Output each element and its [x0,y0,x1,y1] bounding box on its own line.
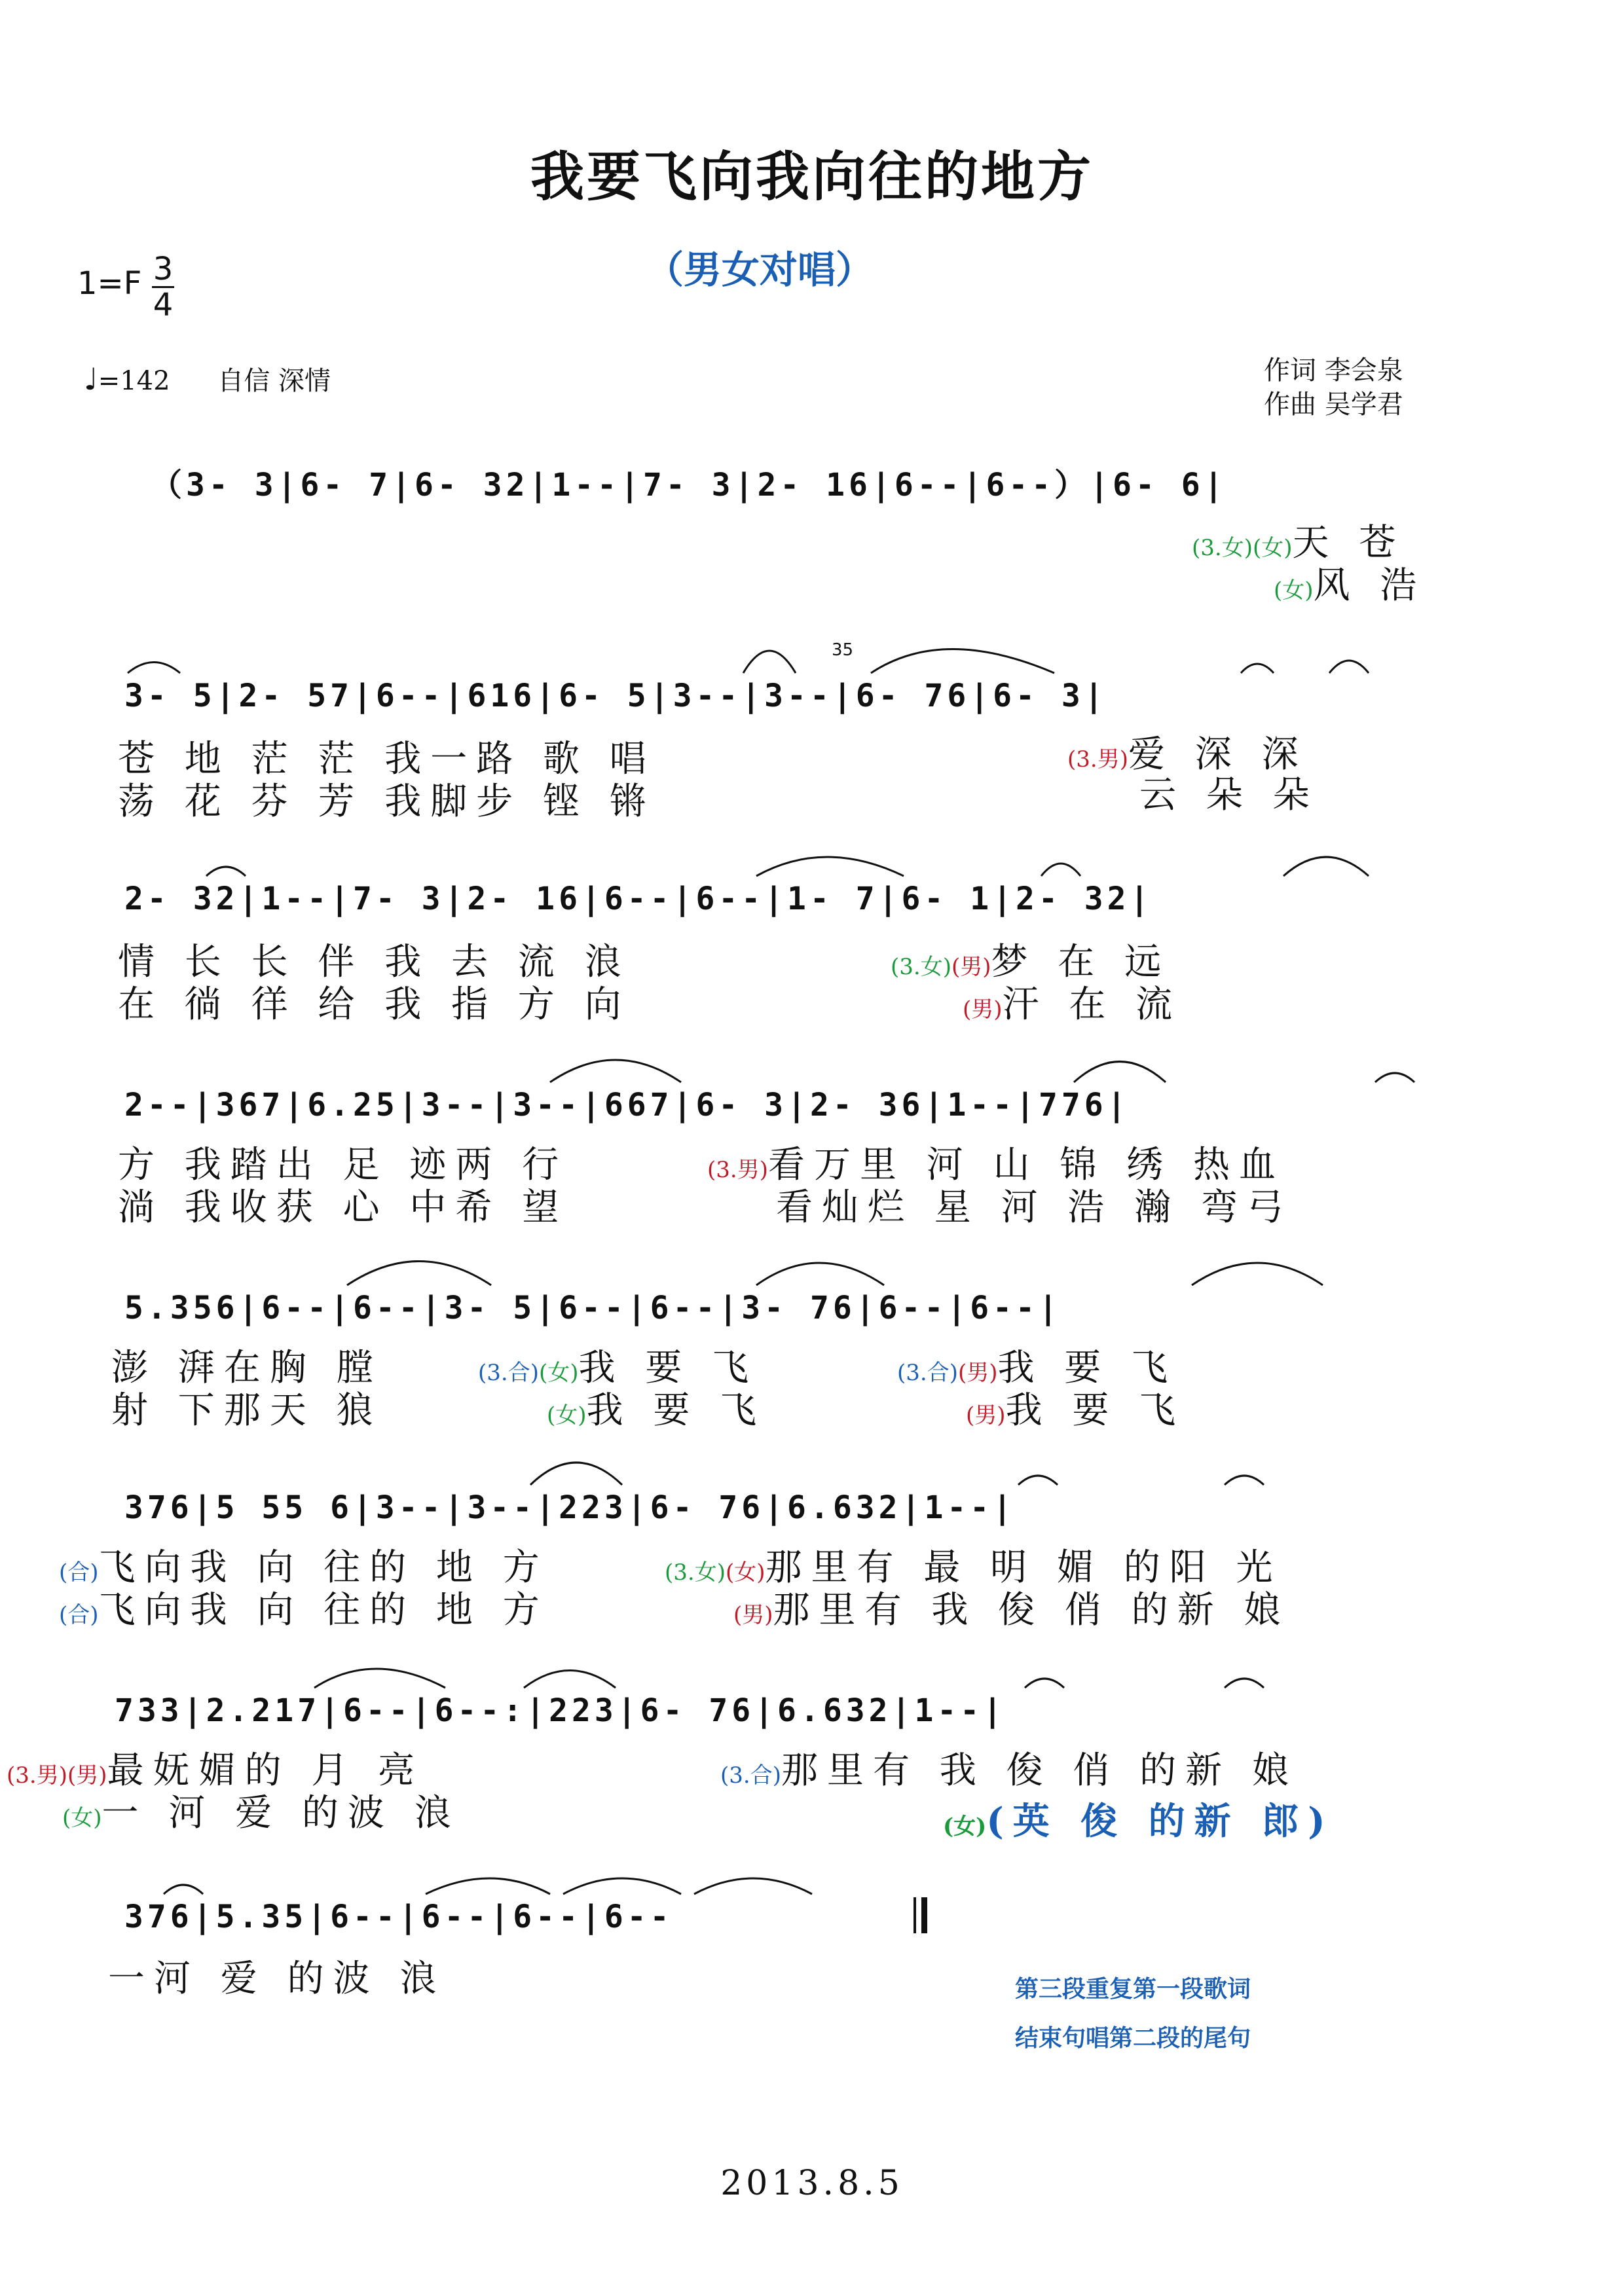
time-signature [152,252,174,322]
part-tag: (3.男) [7,1762,67,1789]
lyric-line-5a: 澎 湃在胸 膛 [111,1347,382,1389]
notes-line-7: 733|2.217|6--|6--:|223|6- 76|6.632|1--| [115,1692,1006,1729]
lyric-text: 我 要 飞 [578,1347,758,1389]
key-signature: 1=F [77,265,142,302]
notes-line-6: 376|5 55 6|3--|3--|223|6- 76|6.632|1--| [124,1489,1016,1526]
slur [756,1263,884,1285]
part-tag: (女) [547,1402,587,1429]
slur [743,651,796,673]
part-tag: (女) [538,1360,579,1386]
lyric-text: 梦 在 远 [991,941,1171,983]
lyric-line-1b [1274,556,1426,609]
part-tag: (3.合) [897,1360,958,1386]
slur [164,1885,203,1894]
slur [1283,857,1369,876]
part-tag: (男) [957,1360,998,1386]
slur [530,1463,622,1485]
footer-note-1: 第三段重复第一段歌词 [1015,1975,1251,2003]
part-tag: (3.男) [1067,746,1128,773]
lyric-text: 飞向我 向 往的 地 方 [98,1546,549,1589]
time-signature-bottom: 4 [153,287,174,323]
slur [1329,661,1369,673]
final-barline-thin [913,1897,916,1933]
slur [1041,864,1080,876]
lyric-line-2d: 云 朵 朵 [1139,774,1319,816]
lyric-text: 我 要 飞 [997,1347,1177,1389]
lyric-text: 我 要 飞 [586,1389,766,1432]
credits [1264,354,1403,422]
lyric-line-5d [547,1381,766,1434]
part-tag: (3.合) [478,1360,539,1386]
part-tag: (男) [951,954,991,980]
lyric-text: 那里有 我 俊 俏 的新 娘 [773,1589,1290,1631]
part-tag: (男) [733,1602,773,1628]
lyric-text: 那里有 最 明 媚 的阳 光 [765,1546,1282,1589]
slur [128,663,180,674]
quarter-note-icon: ♩ [84,361,98,397]
lyric-line-5f [966,1381,1185,1434]
part-tag: (男) [966,1402,1006,1429]
part-tag: (合) [59,1559,99,1586]
lyric-text: 看万里 河 山 锦 绣 热血 [767,1144,1285,1186]
lyric-line-8a: 一河 爱 的波 浪 [108,1958,446,2000]
slur [1018,1476,1058,1485]
lyric-text: 那里有 我 俊 俏 的新 娘 [781,1749,1298,1792]
final-barline-thick [921,1897,927,1933]
lyric-line-7b [62,1784,460,1836]
slur [1025,1679,1064,1688]
lyric-line-3a: 情 长 长 伴 我 去 流 浪 [118,941,631,983]
slur [694,1878,812,1894]
part-tag: (男) [67,1762,107,1789]
lyric-line-2a: 苍 地 茫 茫 我一路 歌 唱 [118,738,655,780]
tempo-value: =142 [98,366,170,396]
slur [1225,1679,1264,1688]
lyric-text: 天 苍 [1292,522,1405,564]
slur [1225,1476,1264,1485]
lyric-text: 飞向我 向 往的 地 方 [98,1589,549,1631]
slur [756,857,904,876]
part-tag: (女) [1252,535,1293,561]
grace-note: 35 [832,640,854,660]
slur [1375,1073,1414,1082]
notes-line-5: 5.356|6--|6--|3- 5|6--|6--|3- 76|6--|6--| [124,1290,1061,1326]
part-tag: (3.女) [665,1559,726,1586]
part-tag: (3.女) [891,954,951,980]
tempo-marking [84,360,331,397]
lyric-text: 最妩媚的 月 亮 [107,1749,424,1792]
time-signature-top: 3 [153,251,174,287]
lyric-text: 我 要 飞 [1005,1389,1185,1432]
notes-line-3: 2- 32|1--|7- 3|2- 16|6--|6--|1- 7|6- 1|2- 32| [124,881,1153,917]
slur [426,1878,550,1894]
slur [1241,664,1274,673]
part-tag: (男) [963,996,1003,1023]
lyric-text: 风 浩 [1313,564,1426,607]
lyric-text: 爱 深 深 [1128,733,1308,776]
song-subtitle: （男女对唱） [645,247,874,292]
composer: 作曲 吴学君 [1264,390,1403,420]
lyric-line-7d [943,1793,1335,1845]
part-tag: (3.合) [720,1762,781,1789]
lyric-line-6d [733,1581,1290,1633]
lyric-text: 一 河 爱 的波 浪 [101,1792,460,1834]
part-tag: (女) [1274,577,1314,604]
lyric-line-3d [963,975,1181,1028]
notes-line-4: 2--|367|6.25|3--|3--|667|6- 3|2- 36|1--|776| [124,1087,1130,1123]
date: 2013.8.5 [720,2164,904,2203]
part-tag: (3.女) [1192,535,1253,561]
lyric-line-3b: 在 徜 徉 给 我 指 方 向 [118,983,631,1026]
notes-line-1: （3- 3|6- 7|6- 32|1--|7- 3|2- 16|6--|6--）|6- 6| [151,467,1227,503]
slur [524,1671,616,1688]
song-title: 我要飞向我向往的地方 [530,145,1094,208]
slur [206,867,246,876]
slur [314,1669,445,1688]
slur [563,1878,681,1894]
lyric-line-6b [59,1581,549,1633]
part-tag: (女) [725,1559,766,1586]
notes-line-2: 3- 5|2- 57|6--|616|6- 5|3--|3--|6- 76|6- 3| [124,678,1107,714]
notes-line-8: 376|5.35|6--|6--|6--|6-- [124,1899,673,1935]
slur [871,649,1054,674]
slur [1074,1062,1166,1083]
lyric-line-4b: 淌 我收获 心 中希 望 [118,1186,568,1229]
lyric-line-4a: 方 我踏出 足 迹两 行 [118,1144,568,1186]
lyric-line-4d: 看灿烂 星 河 浩 瀚 弯弓 [776,1186,1293,1229]
part-tag: (合) [59,1602,99,1628]
slur [347,1262,491,1286]
slur [1192,1263,1323,1285]
part-tag: (女) [943,1813,987,1840]
slur [550,1060,681,1082]
lyricist: 作词 李会泉 [1264,355,1403,386]
lyric-line-7c [720,1741,1298,1794]
lyric-line-5b: 射 下那天 狼 [111,1389,382,1432]
footer-note-2: 结束句唱第二段的尾句 [1015,2024,1251,2052]
part-tag: (3.男) [707,1157,768,1183]
lyric-text: 汗 在 流 [1002,983,1182,1026]
part-tag: (女) [62,1805,102,1831]
lyric-line-2b: 荡 花 芬 芳 我脚步 铿 锵 [118,780,655,823]
lyric-text: (英 俊 的新 郎) [986,1800,1335,1843]
expression-text: 自信 深情 [217,366,331,396]
